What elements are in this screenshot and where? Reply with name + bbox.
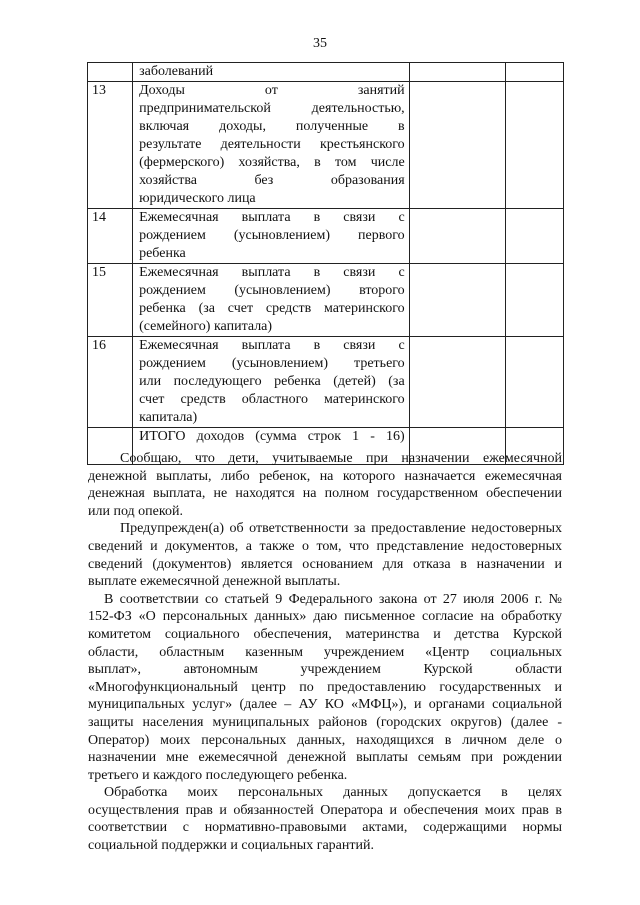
description-line: Доходы от занятий (139, 83, 405, 98)
value-cell (409, 264, 505, 337)
table-row (88, 264, 564, 337)
body-text (88, 450, 562, 855)
description-line: хозяйства без образования (139, 173, 405, 188)
value-cell (409, 82, 505, 209)
paragraph-line: муниципальных услуг» (далее – АУ КО «МФЦ»), и органами социальной (88, 697, 562, 713)
paragraph-line: Предупрежден(а) об ответственности за предоставление недостоверных (120, 521, 562, 537)
description-line: Ежемесячная выплата в связи с (139, 338, 405, 353)
paragraph-line: денежной выплаты, либо ребенок, на которого назначается ежемесячная (88, 468, 562, 484)
paragraph (88, 450, 562, 520)
paragraph (88, 784, 562, 854)
description-line: рождением (усыновлением) второго (139, 283, 405, 298)
value-cell (409, 337, 505, 428)
table-row (88, 337, 564, 428)
income-table (87, 62, 564, 465)
paragraph-line: «Многофункциональный центр по предоставлению государственных и (88, 679, 562, 695)
row-number (88, 63, 133, 82)
description-line: счет средств областного материнского (139, 392, 405, 407)
row-number: 16 (88, 337, 133, 428)
row-number: 15 (88, 264, 133, 337)
table-row (88, 82, 564, 209)
paragraph-line: области, областным казенным учреждением «Центр социальных (88, 644, 562, 660)
value-cell (505, 209, 563, 264)
description-line: Ежемесячная выплата в связи с (139, 210, 405, 225)
paragraph-line: назначении мне ежемесячной денежной выплаты семьям при рождении (88, 750, 562, 766)
paragraph-line: или под опекой. (88, 503, 183, 519)
description-line: ребенка (139, 246, 186, 261)
paragraph-line: осуществления прав и обязанностей Оператора и обеспечения моих прав в (88, 802, 562, 818)
page-number: 35 (313, 36, 327, 51)
row-description (133, 82, 410, 209)
description-line: юридического лица (139, 191, 256, 206)
description-line: результате деятельности крестьянского (139, 137, 405, 152)
description-line: капитала) (139, 410, 198, 425)
row-description (133, 63, 410, 82)
description-line: ИТОГО доходов (сумма строк 1 - 16) (139, 429, 405, 444)
description-line: рождением (усыновлением) первого (139, 228, 405, 243)
description-line: (семейного) капитала) (139, 319, 273, 334)
paragraph-line: Оператор) моих персональных данных, находящихся в личном деле о (88, 732, 562, 748)
row-description (133, 209, 410, 264)
value-cell (409, 63, 505, 82)
description-line: (фермерского) хозяйства, в том числе (139, 155, 405, 170)
row-number: 13 (88, 82, 133, 209)
paragraph-line: денежная выплата, не находятся на полном государственном обеспечении (88, 486, 562, 502)
table-row (88, 63, 564, 82)
description-line: или последующего ребенка (детей) (за (139, 374, 405, 389)
value-cell (409, 209, 505, 264)
paragraph (88, 591, 562, 785)
description-line: рождением (усыновлением) третьего (139, 356, 405, 371)
paragraph-line: комитетом социального обеспечения, материнства и детства Курской (88, 626, 562, 642)
paragraph-line: выплат», автономным учреждением Курской области (88, 662, 562, 678)
row-description (133, 337, 410, 428)
description-line: Ежемесячная выплата в связи с (139, 265, 405, 280)
value-cell (505, 264, 563, 337)
paragraph-line: соответствии с нормативно-правовыми актами, содержащими нормы (88, 820, 562, 836)
paragraph-line: В соответствии со статьей 9 Федерального закона от 27 июля 2006 г. № (104, 591, 562, 607)
paragraph-line: сведений и документов, а также о том, что представление недостоверных (88, 538, 562, 554)
value-cell (505, 337, 563, 428)
description-line: предпринимательской деятельностью, (139, 101, 405, 116)
paragraph-line: Обработка моих персональных данных допускается в целях (104, 785, 562, 801)
paragraph-line: социальной поддержки и социальных гарантий. (88, 838, 374, 854)
value-cell (505, 82, 563, 209)
paragraph-line: сведений (документов) является основанием для отказа в назначении и (88, 556, 562, 572)
paragraph (88, 520, 562, 590)
paragraph-line: 152-ФЗ «О персональных данных» даю письменное согласие на обработку (88, 609, 562, 625)
description-line: включая доходы, полученные в (139, 119, 405, 134)
description-line: заболеваний (139, 64, 214, 79)
row-number: 14 (88, 209, 133, 264)
paragraph-line: защиты населения муниципальных районов (городских округов) (далее - (88, 714, 562, 730)
row-description (133, 264, 410, 337)
value-cell (505, 63, 563, 82)
description-line: ребенка (за счет средств материнского (139, 301, 405, 316)
table-row (88, 209, 564, 264)
paragraph-line: выплате ежемесячной денежной выплаты. (88, 574, 341, 590)
paragraph-line: третьего и каждого последующего ребенка. (88, 767, 348, 783)
paragraph-line: Сообщаю, что дети, учитываемые при назначении ежемесячной (120, 451, 562, 466)
